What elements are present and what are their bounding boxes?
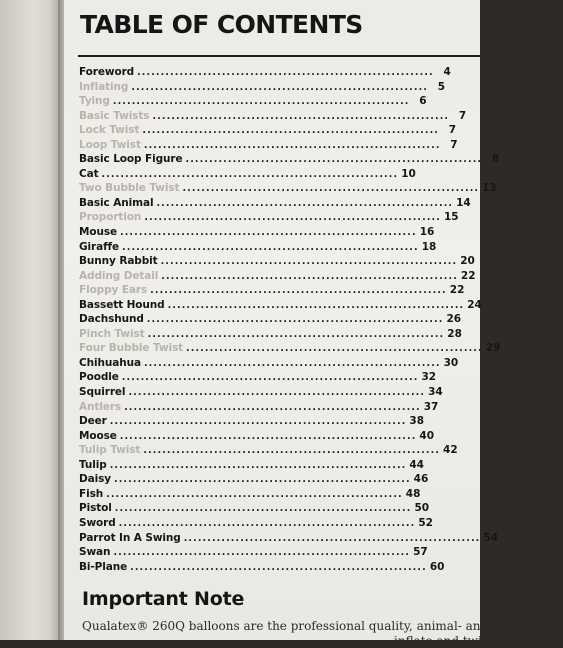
toc-entry — [79, 327, 462, 342]
toc-entry — [79, 167, 416, 182]
toc-entry — [79, 240, 437, 255]
toc-page-number: 13 — [482, 182, 497, 195]
toc-entry-label: Basic Animal — [79, 196, 154, 209]
toc-entry-label: Inflating — [79, 80, 129, 93]
toc-entry-label: Parrot In A Swing — [79, 531, 181, 544]
toc-page-number: 22 — [460, 269, 476, 282]
toc-leader-dots: ............................................................... — [156, 197, 454, 209]
toc-leader-dots: ............................................................... — [146, 314, 444, 326]
toc-entry-label: Loop Twist — [79, 138, 141, 151]
toc-leader-dots: ............................................................... — [101, 168, 399, 180]
toc-entry — [79, 269, 476, 284]
toc-entry — [79, 501, 430, 516]
toc-entry — [79, 429, 435, 444]
toc-leader-dots: ............................................................... — [152, 110, 450, 122]
toc-leader-dots: ............................................................... — [114, 474, 411, 486]
toc-entry-label: Bassett Hound — [79, 298, 165, 311]
toc-page-number: 30 — [443, 356, 459, 369]
toc-leader-dots: ............................................................... — [144, 212, 441, 224]
toc-leader-dots: ............................................................... — [113, 547, 411, 559]
toc-leader-dots: ............................................................... — [161, 270, 458, 282]
toc-entry-label: Antlers — [79, 400, 122, 413]
toc-entry-label: Tulip — [79, 458, 107, 471]
toc-leader-dots: ............................................................... — [121, 372, 419, 384]
toc-entry — [79, 152, 500, 167]
toc-page-number: 4 — [443, 66, 451, 78]
toc-entry — [79, 458, 424, 473]
toc-page-number: 28 — [447, 327, 462, 340]
toc-entry — [79, 400, 439, 415]
toc-entry — [79, 516, 433, 531]
toc-entry-label: Pistol — [79, 502, 112, 515]
toc-entry-label: Basic Loop Figure — [79, 153, 183, 166]
toc-leader-dots: ............................................................... — [186, 343, 483, 355]
toc-entry-label: Dachshund — [79, 313, 144, 326]
toc-page-number: 50 — [414, 502, 430, 515]
toc-page-number: 6 — [419, 95, 427, 108]
toc-entry — [79, 138, 458, 153]
toc-leader-dots: ............................................................... — [143, 445, 441, 457]
toc-entry — [79, 65, 451, 80]
toc-entry-label: Tulip Twist — [79, 444, 141, 457]
toc-page-number: 37 — [423, 400, 439, 413]
toc-entry-label: Foreword — [79, 66, 135, 78]
toc-entry — [79, 109, 467, 124]
toc-entry — [79, 298, 482, 313]
toc-entry — [79, 254, 475, 269]
toc-page-number: 57 — [413, 546, 428, 559]
toc-entry-label: Floppy Ears — [79, 284, 148, 297]
toc-leader-dots: ............................................................... — [143, 357, 441, 369]
toc-entry-label: Bunny Rabbit — [79, 255, 158, 268]
toc-entry — [79, 487, 421, 502]
toc-page-number: 29 — [485, 342, 501, 355]
toc-entry — [79, 312, 462, 327]
toc-entry — [79, 370, 437, 385]
toc-leader-dots: ............................................................... — [185, 154, 483, 166]
toc-entry — [79, 225, 435, 240]
toc-page-number: 16 — [419, 226, 435, 239]
toc-leader-dots: ............................................................... — [112, 96, 410, 108]
toc-entry-label: Bi-Plane — [79, 560, 128, 573]
toc-entry-label: Lock Twist — [79, 124, 140, 137]
toc-page-number: 5 — [437, 80, 446, 93]
toc-page-number: 54 — [483, 531, 499, 544]
table-of-contents-list — [79, 65, 501, 574]
toc-entry — [79, 385, 443, 400]
toc-leader-dots: ............................................................... — [143, 139, 441, 151]
toc-entry-label: Chihuahua — [79, 356, 141, 369]
toc-leader-dots: ............................................................... — [128, 387, 426, 399]
toc-entry — [79, 210, 459, 225]
toc-entry-label: Fish — [79, 487, 104, 500]
toc-entry — [79, 123, 457, 138]
important-note-heading: Important Note — [82, 588, 245, 610]
toc-entry-label: Cat — [79, 167, 99, 180]
toc-page-number: 8 — [491, 153, 500, 166]
toc-entry-label: Basic Twists — [79, 109, 150, 122]
toc-leader-dots: ............................................................... — [167, 299, 465, 311]
toc-entry — [79, 531, 499, 546]
toc-entry — [79, 196, 471, 211]
toc-entry-label: Proportion — [79, 211, 142, 224]
toc-entry-label: Daisy — [79, 473, 111, 486]
facing-page-edge — [0, 0, 62, 640]
toc-entry-label: Adding Detail — [79, 269, 159, 282]
toc-page-number: 34 — [428, 386, 443, 399]
toc-page-number: 7 — [448, 124, 457, 137]
toc-entry-label: Deer — [79, 415, 107, 428]
toc-entry — [79, 545, 428, 560]
toc-leader-dots: ............................................................... — [160, 256, 458, 268]
toc-leader-dots: ............................................................... — [114, 503, 412, 515]
toc-leader-dots: ............................................................... — [183, 532, 481, 544]
toc-entry-label: Swan — [79, 546, 111, 559]
toc-leader-dots: ............................................................... — [122, 241, 419, 253]
toc-page-number: 7 — [450, 138, 458, 151]
toc-leader-dots: ............................................................... — [124, 401, 421, 413]
toc-page-number: 20 — [460, 255, 475, 268]
toc-page-number: 15 — [443, 211, 459, 224]
toc-page-number: 44 — [409, 458, 424, 471]
toc-leader-dots: ............................................................... — [182, 183, 480, 195]
toc-page-number: 26 — [446, 313, 462, 326]
toc-entry-label: Sword — [79, 516, 116, 529]
toc-entry-label: Pinch Twist — [79, 327, 145, 340]
toc-page-number: 46 — [413, 473, 429, 486]
toc-entry-label: Poodle — [79, 371, 119, 384]
toc-page-number: 38 — [409, 415, 425, 428]
toc-entry — [79, 181, 497, 196]
toc-leader-dots: ............................................................... — [130, 561, 427, 573]
toc-entry — [79, 560, 445, 575]
important-note-text-continued: inflate and twist easily — [394, 634, 532, 648]
toc-leader-dots: ............................................................... — [142, 125, 440, 137]
important-note-text: Qualatex® 260Q balloons are the professional quality, animal- and figure-tying — [82, 619, 563, 633]
toc-page-number: 22 — [449, 284, 465, 297]
toc-leader-dots: ............................................................... — [147, 328, 445, 340]
toc-entry — [79, 472, 429, 487]
toc-page-number: 10 — [401, 167, 416, 180]
toc-leader-dots: ............................................................... — [150, 285, 447, 297]
page-title: TABLE OF CONTENTS — [80, 10, 363, 39]
toc-page-number: 32 — [421, 371, 437, 384]
toc-entry-label: Squirrel — [79, 386, 126, 399]
toc-entry — [79, 341, 501, 356]
toc-leader-dots: ............................................................... — [137, 67, 434, 78]
toc-page-number: 18 — [421, 240, 437, 253]
toc-entry-label: Giraffe — [79, 240, 120, 253]
toc-entry — [79, 443, 458, 458]
toc-entry — [79, 80, 446, 95]
toc-leader-dots: ............................................................... — [109, 416, 407, 428]
toc-leader-dots: ............................................................... — [119, 430, 417, 442]
toc-entry — [79, 356, 459, 371]
toc-leader-dots: ............................................................... — [109, 459, 407, 471]
toc-entry-label: Four Bubble Twist — [79, 342, 184, 355]
toc-page-number: 7 — [458, 109, 467, 122]
toc-leader-dots: ............................................................... — [118, 517, 416, 529]
toc-page-number: 52 — [418, 516, 433, 529]
toc-entry-label: Two Bubble Twist — [79, 182, 180, 195]
toc-page-number: 40 — [419, 429, 435, 442]
toc-page-number: 24 — [467, 298, 482, 311]
toc-leader-dots: ............................................................... — [120, 227, 417, 239]
toc-page-number: 42 — [443, 444, 458, 457]
book-page — [64, 0, 563, 648]
toc-entry — [79, 94, 427, 109]
toc-page-number: 48 — [405, 487, 421, 500]
toc-page-number: 60 — [429, 560, 445, 573]
toc-entry-label: Tying — [79, 95, 110, 108]
toc-entry — [79, 283, 465, 298]
title-divider — [78, 55, 480, 57]
toc-entry-label: Moose — [79, 429, 117, 442]
toc-entry — [79, 414, 425, 429]
toc-leader-dots: ............................................................... — [106, 488, 403, 500]
toc-leader-dots: ............................................................... — [131, 81, 429, 93]
toc-entry-label: Mouse — [79, 226, 118, 239]
toc-page-number: 14 — [456, 196, 471, 209]
